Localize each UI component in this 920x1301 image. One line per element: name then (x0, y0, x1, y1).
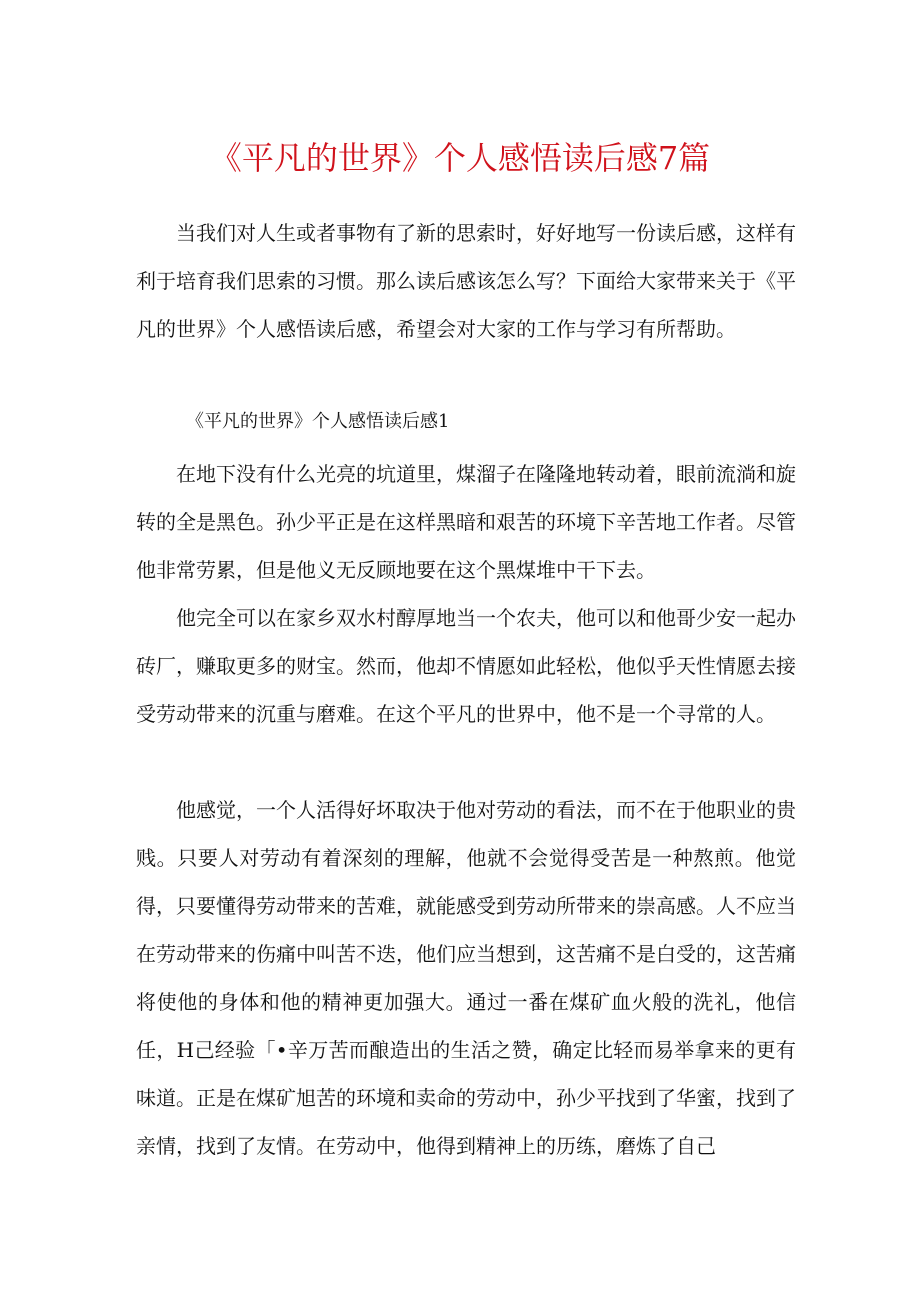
document-title: 《平凡的世界》个人感悟读后感7篇 (209, 139, 711, 177)
intro-paragraph: 当我们对人生或者事物有了新的思索时，好好地写一份读后感，这样有利于培育我们思索的习惯。那么读后感该怎么写？下面给大家带来关于《平凡的世界》个人感悟读后感，希望会对大家的工作与学习有所帮助。 (136, 221, 796, 341)
body-paragraph-2: 他完全可以在家乡双水村醇厚地当一个农夫，他可以和他哥少安一起办砖厂，赚取更多的财宝。然而，他却不情愿如此轻松，他似乎天性情愿去接受劳动带来的沉重与磨难。在这个平凡的世界中，他不是一个寻常的人。 (136, 606, 796, 726)
section-heading: 《平凡的世界》个人感悟读后感1 (186, 411, 450, 432)
body-paragraph-1: 在地下没有什么光亮的坑道里，煤溜子在隆隆地转动着，眼前流淌和旋转的全是黑色。孙少平正是在这样黑暗和艰苦的环境下辛苦地工作者。尽管他非常劳累，但是他义无反顾地要在这个黑煤堆中干下去。 (136, 462, 796, 582)
body-paragraph-3: 他感觉，一个人活得好坏取决于他对劳动的看法，而不在于他职业的贵贱。只要人对劳动有着深刻的理解，他就不会觉得受苦是一种熬煎。他觉得，只要懂得劳动带来的苦难，就能感受到劳动所带来的崇高感。人不应当在劳动带来的伤痛中叫苦不迭，他们应当想到，这苦痛不是白受的，这苦痛将使他的身体和他的精神更加强大。通过一番在煤矿血火般的洗礼，他信任，H己经验「•辛万苦而酿造出的生活之赞，确定比轻而易举拿来的更有味道。正是在煤矿旭苦的环境和卖命的劳动中，孙少平找到了华蜜，找到了亲情，找到了友情。在劳动中，他得到精神上的历练，磨炼了自己 (136, 798, 796, 1158)
